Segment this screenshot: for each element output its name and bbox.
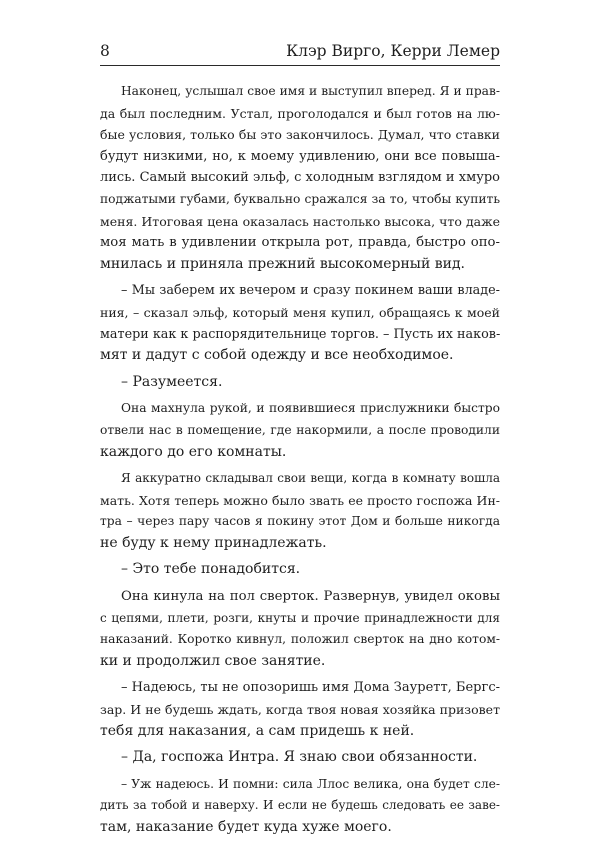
text-line: – Уж надеюсь. И помни: сила Ллос велика, она будет сле- [121,776,500,791]
text-line: – Это тебе понадобится. [121,561,301,578]
text-line: бые условия, только бы это закончилось. Думал, что ставки [100,127,500,143]
text-line: не буду к нему принадлежать. [100,534,327,551]
text-line: там, наказание будет куда хуже моего. [100,819,392,835]
text-line: зар. И не будешь ждать, когда твоя новая хозяйка призовет [100,702,500,718]
paragraph [100,398,500,463]
text-line: тебя для наказания, а сам придешь к ней. [100,722,415,739]
text-line: да был последним. Устал, проголодался и был готов на лю- [100,105,500,121]
text-line: дить за тобой и наверху. И если не будешь следовать ее заве- [100,798,500,813]
paragraph [100,372,500,394]
body-text [100,81,500,844]
running-head [100,40,500,62]
paragraph [100,280,500,366]
text-line: Она махнула рукой, и появившиеся прислужники быстро [121,401,500,416]
text-line: – Надеюсь, ты не опозоришь имя Дома Зауретт, Бергс- [121,680,500,696]
paragraph [100,468,500,554]
text-line: поджатыми губами, буквально сражался за то, чтобы купить [100,191,500,206]
text-line: меня. Итоговая цена оказалась настолько высока, что даже [100,213,500,229]
text-line: моя мать в удивлении открыла рот, правда, быстро опо- [100,235,500,251]
paragraph [100,747,500,769]
paragraph [100,81,500,275]
page-number: 8 [100,42,110,60]
text-line: Я аккуратно складывал свои вещи, когда в комнату вошла [121,471,500,486]
text-line: Она кинула на пол сверток. Развернув, увидел оковы [121,589,500,605]
text-line: мнилась и приняла прежний высокомерный вид. [100,255,466,272]
text-line: тра – через пару часов я покину этот Дом и больше никогда [100,514,500,529]
text-line: отвели нас в помещение, где накормили, а после проводили [100,422,500,437]
text-line: Наконец, услышал свое имя и выступил вперед. Я и прав- [121,84,500,98]
text-line: будут низкими, но, к моему удивлению, они все повыша- [100,148,500,164]
text-line: мят и дадут с собой одежду и все необходимое. [100,347,454,364]
text-line: мать. Хотя теперь можно было звать ее просто госпожа Ин- [100,492,500,508]
text-line: ния, – сказал эльф, который меня купил, обращаясь к моей [100,304,500,320]
header-rule [100,65,500,66]
text-line: – Разумеется. [121,373,223,390]
text-line: ки и продолжил свое занятие. [100,652,326,669]
text-line: с цепями, плети, розги, кнуты и прочие принадлежности для [100,610,500,625]
paragraph [100,677,500,742]
text-line: каждого до его комнаты. [100,443,287,460]
paragraph [100,586,500,672]
text-line: – Да, госпожа Интра. Я знаю свои обязанности. [121,749,478,766]
text-line: матери как к распорядительнице торгов. – Пусть их наков- [100,326,501,342]
text-line: наказаний. Коротко кивнул, положил сверток на дно котом- [100,632,500,647]
text-line: – Мы заберем их вечером и сразу покинем ваши владе- [121,283,500,299]
text-line: лись. Самый высокий эльф, с холодным взглядом и хмуро [100,170,500,186]
book-authors: Клэр Вирго, Керри Лемер [286,42,500,60]
paragraph [100,774,500,839]
paragraph [100,559,500,581]
